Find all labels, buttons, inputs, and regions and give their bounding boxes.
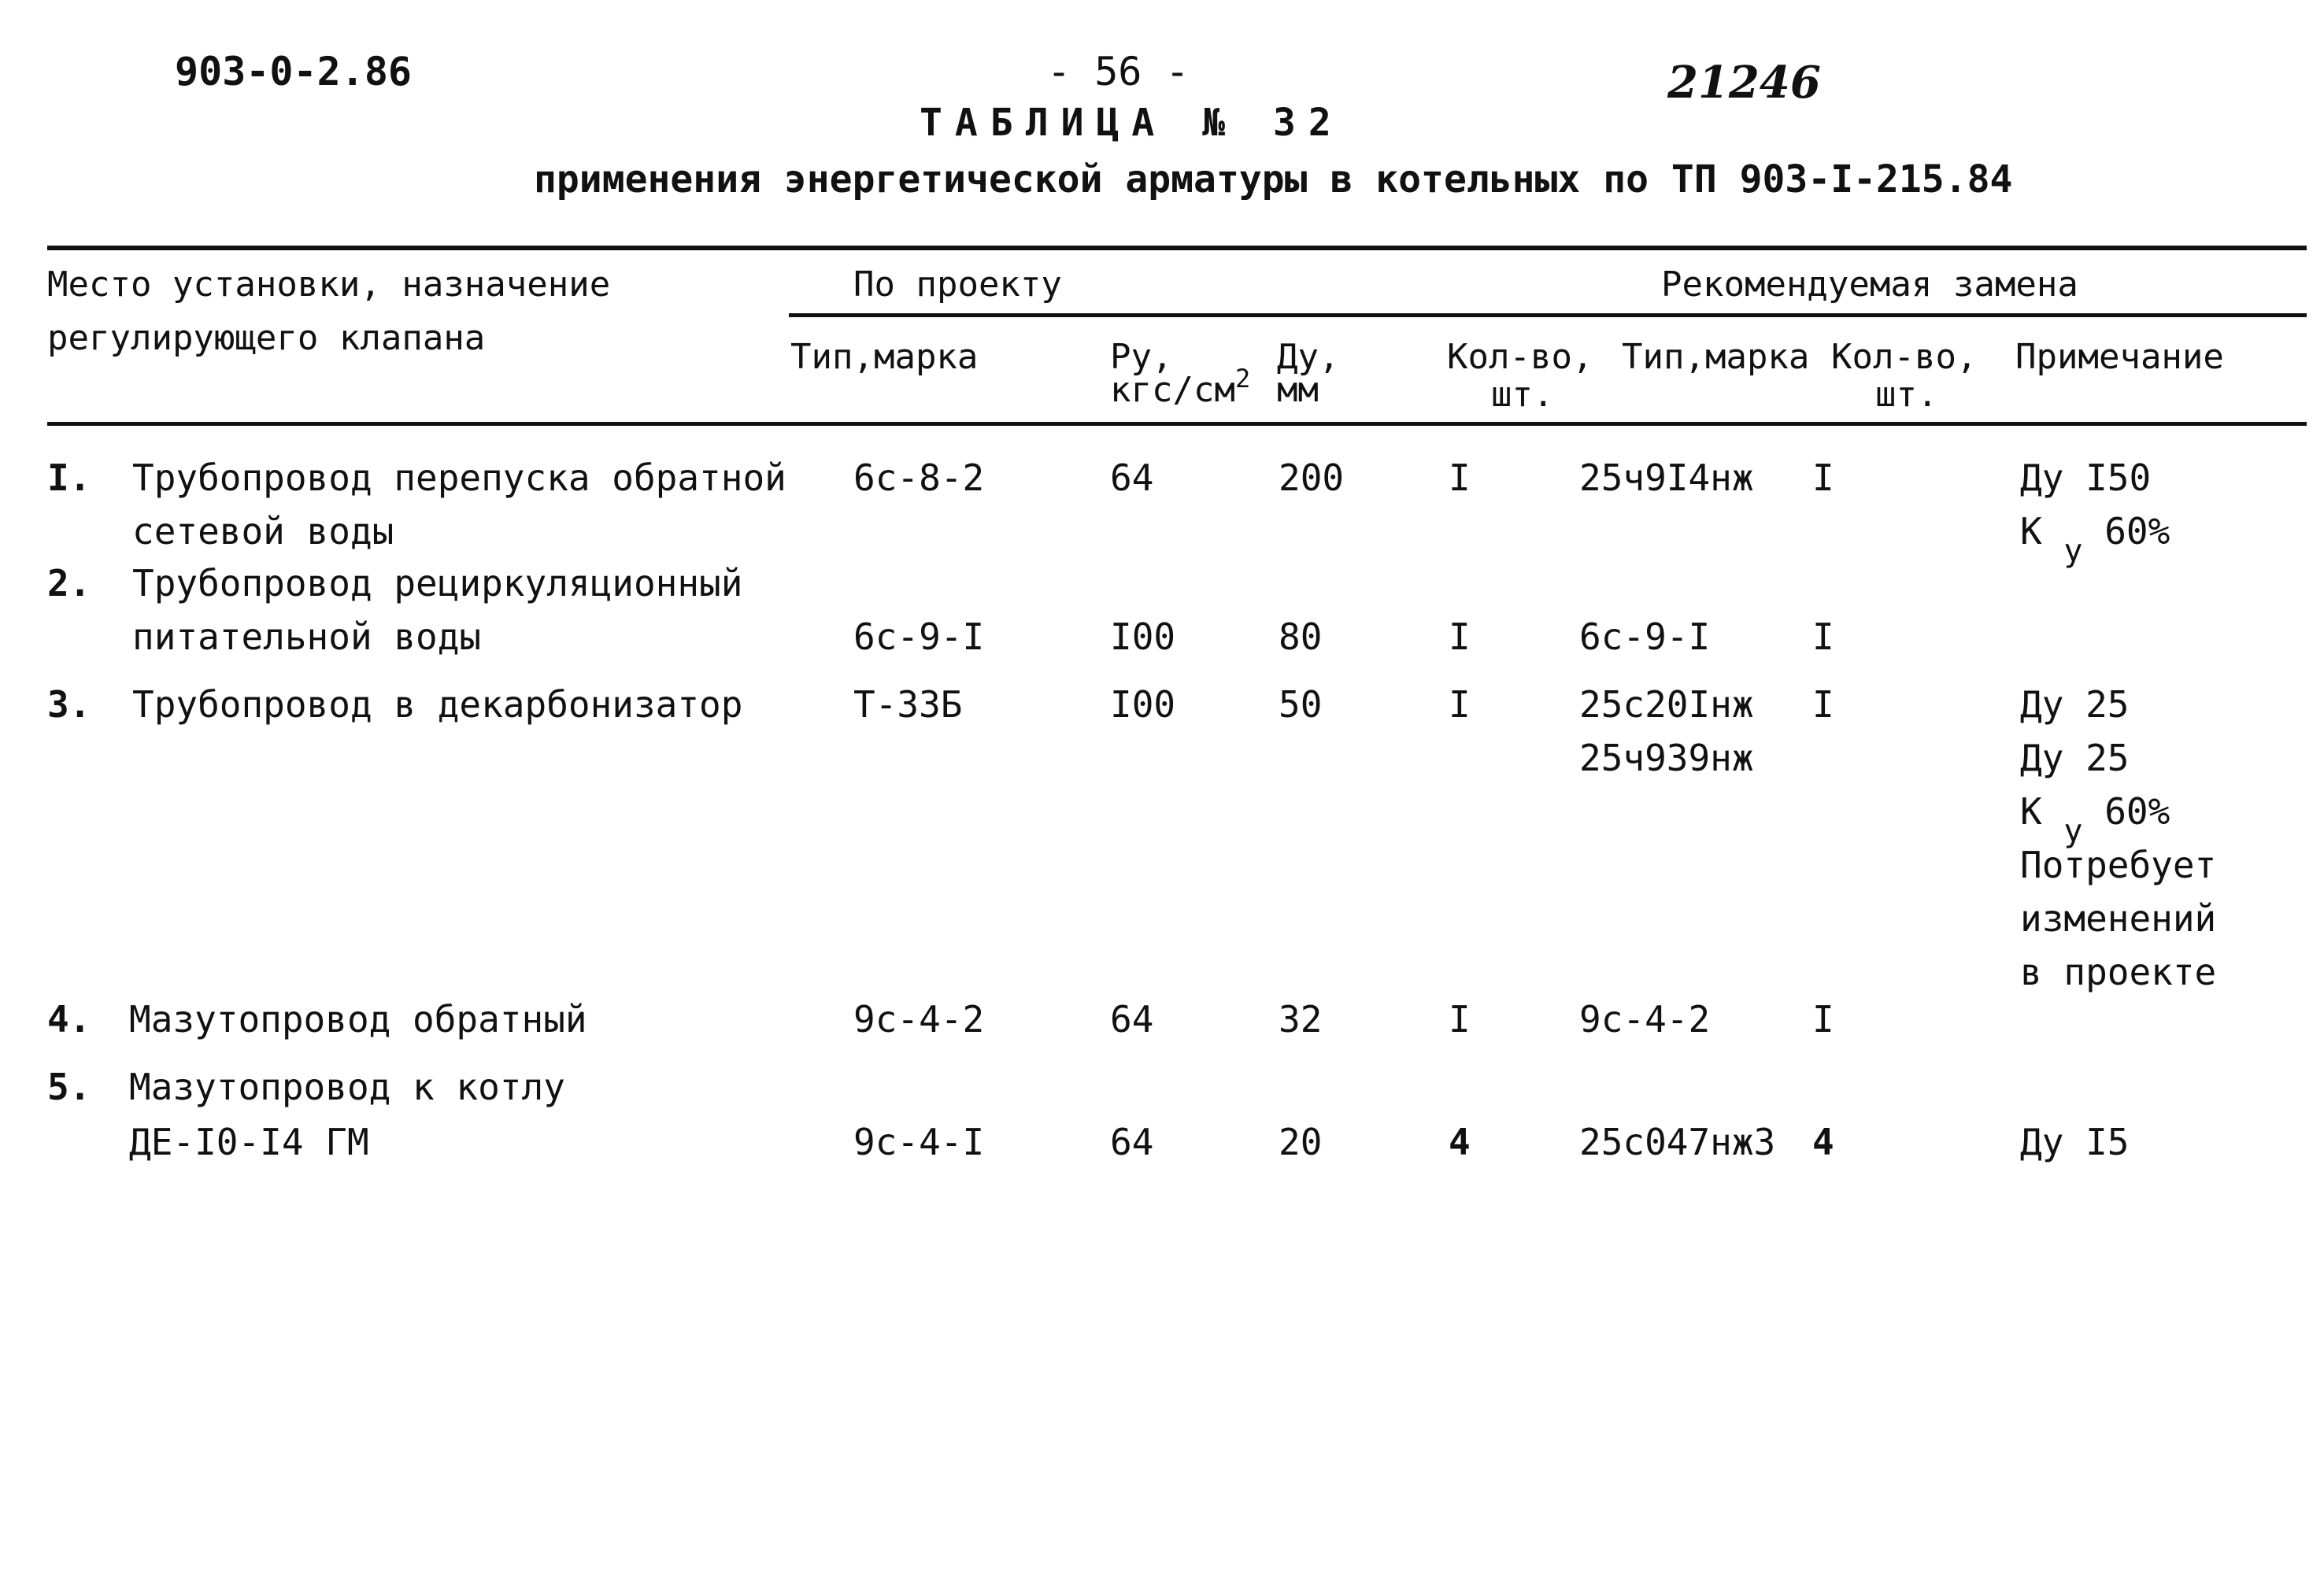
row-4-qty: I — [1449, 998, 1471, 1041]
row-4-dy: 32 — [1279, 998, 1323, 1041]
row-4-py: 64 — [1110, 998, 1154, 1041]
row-3-k-symbol: К — [2020, 790, 2042, 833]
row-1-note: Ду I50 — [2020, 457, 2152, 499]
col-header-qty-unit: шт. — [1491, 375, 1554, 415]
row-1-qty: I — [1449, 457, 1471, 499]
row-3-note-line2: Ду 25 — [2020, 737, 2130, 779]
row-5-note: Ду I5 — [2020, 1121, 2130, 1163]
row-4-rtype: 9с-4-2 — [1579, 998, 1711, 1041]
col-header-type: Тип,марка — [790, 337, 979, 377]
col-header-py-unit — [1110, 364, 1251, 410]
row-3-note-k — [2020, 790, 2170, 849]
row-2-type: 6с-9-I — [853, 615, 985, 658]
row-5-py: 64 — [1110, 1121, 1154, 1163]
row-3-note-line5: изменений — [2020, 897, 2217, 940]
col-header-rtype: Тип,марка — [1622, 337, 1810, 377]
row-2-rqty: I — [1812, 615, 1834, 658]
row-5-type: 9с-4-I — [853, 1121, 985, 1163]
row-3-note-line4: Потребует — [2020, 844, 2217, 886]
row-1-k-value: 60% — [2104, 510, 2170, 553]
row-3-note: Ду 25 — [2020, 683, 2130, 726]
col-header-dy-unit: мм — [1277, 370, 1319, 410]
row-3-dy: 50 — [1279, 683, 1323, 726]
row-2-qty: I — [1449, 615, 1471, 658]
row-1-dy: 200 — [1279, 457, 1345, 499]
row-4-number: 4. — [47, 998, 91, 1041]
row-1-note-k — [2020, 510, 2170, 569]
row-1-name-line2: сетевой воды — [132, 510, 394, 553]
row-2-py: I00 — [1110, 615, 1176, 658]
row-3-qty: I — [1449, 683, 1471, 726]
row-2-name: Трубопровод рециркуляционный — [132, 562, 743, 604]
row-3-rqty: I — [1812, 683, 1834, 726]
row-5-dy: 20 — [1279, 1121, 1323, 1163]
row-1-k-subscript: у — [2063, 533, 2083, 569]
py-unit-text: кгс/см — [1110, 370, 1235, 410]
row-3-type: Т-33Б — [853, 683, 963, 726]
row-2-dy: 80 — [1279, 615, 1323, 658]
row-4-name: Мазутопровод обратный — [129, 998, 587, 1041]
row-1-k-symbol: К — [2020, 510, 2042, 553]
row-1-rtype: 25ч9I4нж — [1579, 457, 1754, 499]
col-header-dy: Ду, — [1277, 337, 1340, 377]
row-3-number: 3. — [47, 683, 91, 726]
row-2-rtype: 6с-9-I — [1579, 615, 1711, 658]
col-header-qty: Кол-во, — [1447, 337, 1593, 377]
row-3-k-subscript: у — [2063, 813, 2083, 849]
row-1-name: Трубопровод перепуска обратной — [132, 457, 786, 499]
col-header-place: Место установки, назначение — [47, 264, 611, 305]
handwritten-number: 21246 — [1667, 57, 1821, 109]
row-5-rqty: 4 — [1812, 1121, 1834, 1163]
row-5-name-line2: ДЕ-I0-I4 ГМ — [129, 1121, 369, 1163]
row-2-name-line2: питательной воды — [132, 615, 482, 658]
group-header-project: По проекту — [853, 264, 1062, 305]
row-3-py: I00 — [1110, 683, 1176, 726]
col-header-py: Ру, — [1110, 337, 1173, 377]
document-code: 903-0-2.86 — [175, 49, 413, 94]
row-1-number: I. — [47, 457, 91, 499]
header-bottom-rule — [47, 422, 2307, 426]
col-header-rqty: Кол-во, — [1831, 337, 1978, 377]
row-1-py: 64 — [1110, 457, 1154, 499]
row-2-number: 2. — [47, 562, 91, 604]
page-number: - 56 - — [1047, 49, 1190, 94]
row-3-k-value: 60% — [2104, 790, 2170, 833]
row-4-type: 9с-4-2 — [853, 998, 985, 1041]
group-divider-rule — [789, 313, 2307, 317]
col-header-rqty-unit: шт. — [1875, 375, 1938, 415]
col-header-note: Примечание — [2015, 337, 2224, 377]
table-top-rule — [47, 246, 2307, 250]
row-5-number: 5. — [47, 1066, 91, 1108]
table-title: ТАБЛИЦА № 32 — [920, 101, 1344, 145]
group-header-replacement: Рекомендуемая замена — [1661, 264, 2078, 305]
row-5-qty: 4 — [1449, 1121, 1471, 1163]
table-subtitle: применения энергетической арматуры в котельных по ТП 903-I-215.84 — [534, 157, 2013, 201]
col-header-place-line2: регулирующего клапана — [47, 318, 486, 358]
row-5-name: Мазутопровод к котлу — [129, 1066, 565, 1108]
row-4-rqty: I — [1812, 998, 1834, 1041]
row-3-note-line6: в проекте — [2020, 951, 2217, 993]
row-3-name: Трубопровод в декарбонизатор — [132, 683, 743, 726]
row-1-type: 6с-8-2 — [853, 457, 985, 499]
row-1-rqty: I — [1812, 457, 1834, 499]
row-5-rtype: 25с047нж3 — [1579, 1121, 1776, 1163]
row-3-rtype-line2: 25ч939нж — [1579, 737, 1754, 779]
py-unit-superscript: 2 — [1234, 364, 1251, 394]
row-3-rtype: 25с20Iнж — [1579, 683, 1754, 726]
